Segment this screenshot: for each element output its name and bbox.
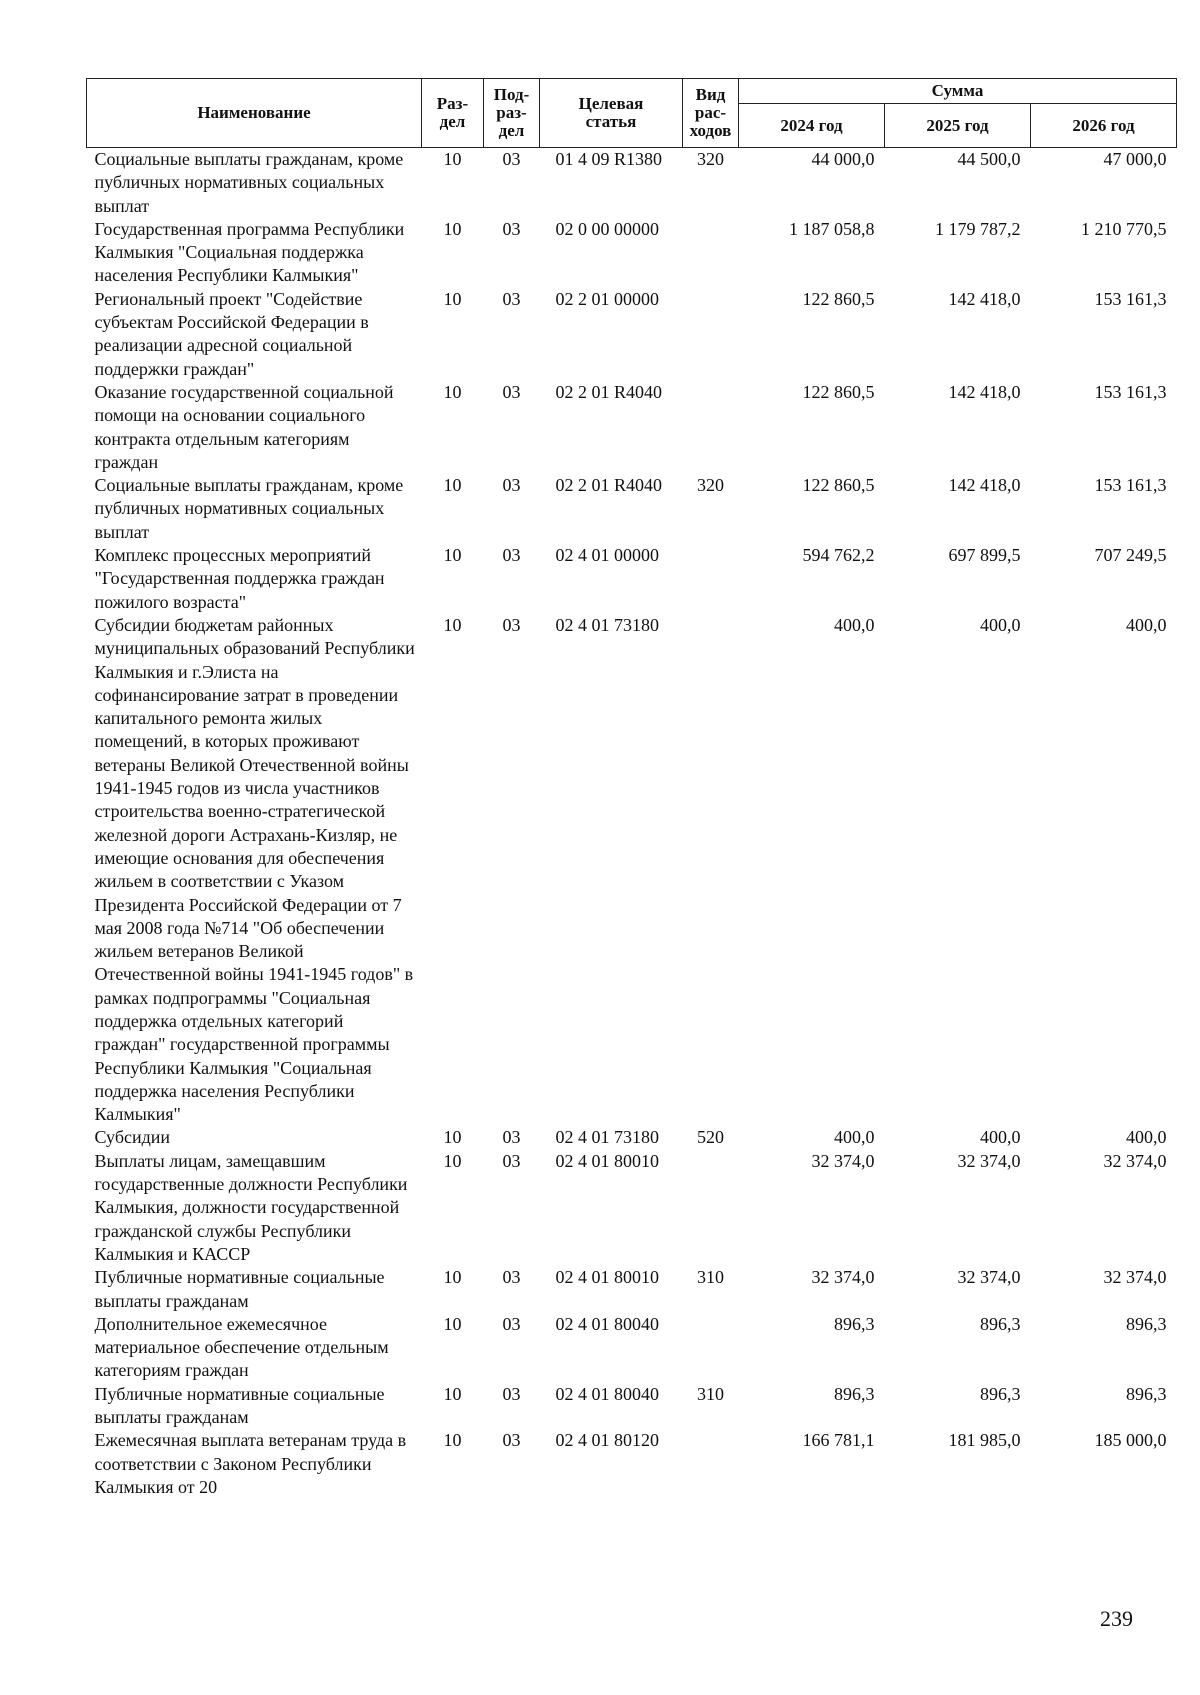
row-podrazdel: 03 (502, 1150, 521, 1171)
row-expense-type (683, 614, 739, 1127)
row-sum-2024: 44 000,0 (811, 149, 875, 169)
row-sum-2024: 400,0 (834, 1127, 875, 1148)
row-sum-2024: 122 860,5 (802, 288, 875, 309)
header-name: Наименование (87, 79, 422, 148)
row-target-article: 01 4 09 R1380 (555, 149, 663, 169)
row-podrazdel: 03 (502, 545, 521, 566)
row-sum-2026: 707 249,5 (1094, 545, 1167, 566)
row-sum-2024: 166 781,1 (802, 1430, 875, 1451)
table-row (87, 1266, 1177, 1313)
row-sum-2026: 185 000,0 (1094, 1430, 1167, 1451)
table-row (87, 381, 1177, 474)
row-sum-2024: 896,3 (834, 1313, 875, 1334)
row-podrazdel: 03 (502, 381, 521, 402)
row-sum-2025: 697 899,5 (948, 545, 1021, 566)
header-2024: 2024 год (739, 104, 885, 148)
header-2026: 2026 год (1031, 104, 1177, 148)
row-podrazdel: 03 (502, 614, 521, 635)
row-expense-type (683, 288, 739, 381)
header-2025: 2025 год (885, 104, 1031, 148)
row-expense-type (683, 1150, 739, 1266)
row-sum-2025: 181 985,0 (948, 1430, 1021, 1451)
row-target-article: 02 4 01 80040 (555, 1313, 659, 1334)
row-sum-2025: 32 374,0 (957, 1150, 1021, 1171)
row-name: Выплаты лицам, замещавшим государственные должности Республики Калмыкия, должности государственной гражданской службы Республики Калмыкия и КАССР (94, 1150, 408, 1264)
row-sum-2024: 32 374,0 (811, 1150, 875, 1171)
row-razdel: 10 (443, 1430, 462, 1451)
row-razdel: 10 (443, 288, 462, 309)
row-razdel: 10 (443, 381, 462, 402)
table-row (87, 614, 1177, 1127)
row-name: Социальные выплаты гражданам, кроме публичных нормативных социальных выплат (94, 149, 404, 216)
table-row (87, 1313, 1177, 1383)
row-expense-type: 320 (697, 475, 724, 496)
row-sum-2024: 122 860,5 (802, 475, 875, 496)
row-target-article: 02 4 01 73180 (555, 1127, 659, 1148)
row-name: Субсидии (94, 1127, 171, 1148)
row-expense-type: 310 (697, 1267, 724, 1288)
row-target-article: 02 2 01 00000 (555, 288, 659, 309)
header-target-article: Целевая статья (540, 79, 683, 148)
row-sum-2026: 153 161,3 (1094, 381, 1167, 402)
table-row (87, 544, 1177, 614)
row-target-article: 02 4 01 73180 (555, 614, 659, 635)
row-expense-type (683, 218, 739, 288)
header-expense-type: Вид рас- ходов (683, 79, 739, 148)
row-razdel: 10 (443, 475, 462, 496)
row-razdel: 10 (443, 1313, 462, 1334)
row-sum-2025: 896,3 (980, 1313, 1021, 1334)
row-target-article: 02 2 01 R4040 (555, 475, 663, 496)
row-expense-type: 520 (697, 1127, 724, 1148)
row-razdel: 10 (443, 1267, 462, 1288)
row-sum-2025: 44 500,0 (957, 149, 1021, 169)
row-target-article: 02 4 01 80040 (555, 1383, 659, 1404)
row-sum-2026: 896,3 (1126, 1313, 1167, 1334)
row-target-article: 02 4 01 80010 (555, 1267, 659, 1288)
row-name: Комплекс процессных мероприятий "Государственная поддержка граждан пожилого возраста" (94, 545, 385, 612)
row-sum-2025: 400,0 (980, 1127, 1021, 1148)
row-sum-2026: 400,0 (1126, 1127, 1167, 1148)
row-podrazdel: 03 (502, 1267, 521, 1288)
row-podrazdel: 03 (502, 218, 521, 239)
row-razdel: 10 (443, 614, 462, 635)
header-podrazdel: Под- раз- дел (484, 79, 540, 148)
table-row (87, 1429, 1177, 1499)
row-sum-2026: 153 161,3 (1094, 288, 1167, 309)
row-expense-type (683, 1429, 739, 1499)
row-expense-type: 310 (697, 1383, 724, 1404)
row-sum-2024: 400,0 (834, 614, 875, 635)
row-expense-type (683, 1313, 739, 1383)
row-name: Ежемесячная выплата ветеранам труда в соответствии с Законом Республики Калмыкия от 20 (94, 1430, 407, 1497)
row-podrazdel: 03 (502, 1313, 521, 1334)
row-podrazdel: 03 (502, 1383, 521, 1404)
row-podrazdel: 03 (502, 288, 521, 309)
row-sum-2024: 32 374,0 (811, 1267, 875, 1288)
row-podrazdel: 03 (502, 1127, 521, 1148)
page-number: 239 (1100, 1606, 1133, 1631)
table-row (87, 1150, 1177, 1266)
row-sum-2024: 122 860,5 (802, 381, 875, 402)
row-target-article: 02 0 00 00000 (555, 218, 659, 239)
row-expense-type (683, 544, 739, 614)
row-sum-2026: 32 374,0 (1103, 1150, 1167, 1171)
row-name: Государственная программа Республики Калмыкия "Социальная поддержка населения Республики Калмыкия" (94, 218, 405, 286)
row-target-article: 02 2 01 R4040 (555, 381, 663, 402)
row-name: Субсидии бюджетам районных муниципальных образований Республики Калмыкия и г.Элиста на софинансирование затрат в проведении капитального ремонта жилых помещений, в которых проживают ветераны Великой Отечественной войны 1941-1945 годов из числа участников строительства военно-стратегической железной дороги Астрахань-Кизляр, не имеющие основания для обеспечения жильем в соответствии с Указом Президента Российской Федерации от 7 мая 2008 года №714 "Об обеспечении жильем ветеранов Великой Отечественной войны 1941-1945 годов" в рамках подпрограммы "Социальная поддержка отдельных категорий граждан" государственной программы Республики Калмыкия "Социальная поддержка населения Республики Калмыкия" (94, 614, 415, 1125)
row-name: Региональный проект "Содействие субъектам Российской Федерации в реализации адресной социальной поддержки граждан" (94, 288, 369, 379)
row-sum-2025: 142 418,0 (948, 475, 1021, 496)
row-sum-2025: 1 179 787,2 (935, 218, 1021, 239)
table-row (87, 288, 1177, 381)
row-sum-2025: 400,0 (980, 614, 1021, 635)
row-razdel: 10 (443, 1150, 462, 1171)
row-sum-2024: 594 762,2 (802, 545, 875, 566)
row-podrazdel: 03 (502, 1430, 521, 1451)
row-razdel: 10 (443, 1127, 462, 1148)
row-sum-2025: 142 418,0 (948, 288, 1021, 309)
row-sum-2025: 142 418,0 (948, 381, 1021, 402)
row-name: Оказание государственной социальной помощи на основании социального контракта отдельным категориям граждан (94, 381, 394, 472)
row-razdel: 10 (443, 1383, 462, 1404)
row-sum-2026: 47 000,0 (1103, 149, 1167, 169)
row-expense-type: 320 (697, 149, 724, 169)
row-podrazdel: 03 (502, 149, 521, 169)
row-razdel: 10 (443, 149, 462, 169)
row-podrazdel: 03 (502, 475, 521, 496)
row-name: Дополнительное ежемесячное материальное обеспечение отдельным категориям граждан (94, 1313, 389, 1381)
row-razdel: 10 (443, 545, 462, 566)
row-sum-2024: 896,3 (834, 1383, 875, 1404)
header-sum: Сумма (739, 79, 1177, 104)
row-sum-2026: 32 374,0 (1103, 1267, 1167, 1288)
row-sum-2025: 32 374,0 (957, 1267, 1021, 1288)
table-row (87, 1126, 1177, 1149)
row-razdel: 10 (443, 218, 462, 239)
header-razdel: Раз- дел (422, 79, 484, 148)
row-sum-2024: 1 187 058,8 (789, 218, 875, 239)
row-name: Публичные нормативные социальные выплаты гражданам (94, 1267, 385, 1311)
table-row (87, 148, 1177, 218)
row-expense-type (683, 381, 739, 474)
row-sum-2026: 896,3 (1126, 1383, 1167, 1404)
row-target-article: 02 4 01 00000 (555, 545, 659, 566)
row-name: Социальные выплаты гражданам, кроме публичных нормативных социальных выплат (94, 475, 404, 542)
table-row (87, 474, 1177, 544)
row-sum-2026: 153 161,3 (1094, 475, 1167, 496)
row-target-article: 02 4 01 80010 (555, 1150, 659, 1171)
table-row (87, 218, 1177, 288)
budget-table (86, 78, 1177, 1499)
row-sum-2025: 896,3 (980, 1383, 1021, 1404)
row-name: Публичные нормативные социальные выплаты гражданам (94, 1383, 385, 1428)
row-target-article: 02 4 01 80120 (555, 1430, 659, 1451)
row-sum-2026: 400,0 (1126, 614, 1167, 635)
table-row (87, 1383, 1177, 1430)
row-sum-2026: 1 210 770,5 (1081, 218, 1167, 239)
